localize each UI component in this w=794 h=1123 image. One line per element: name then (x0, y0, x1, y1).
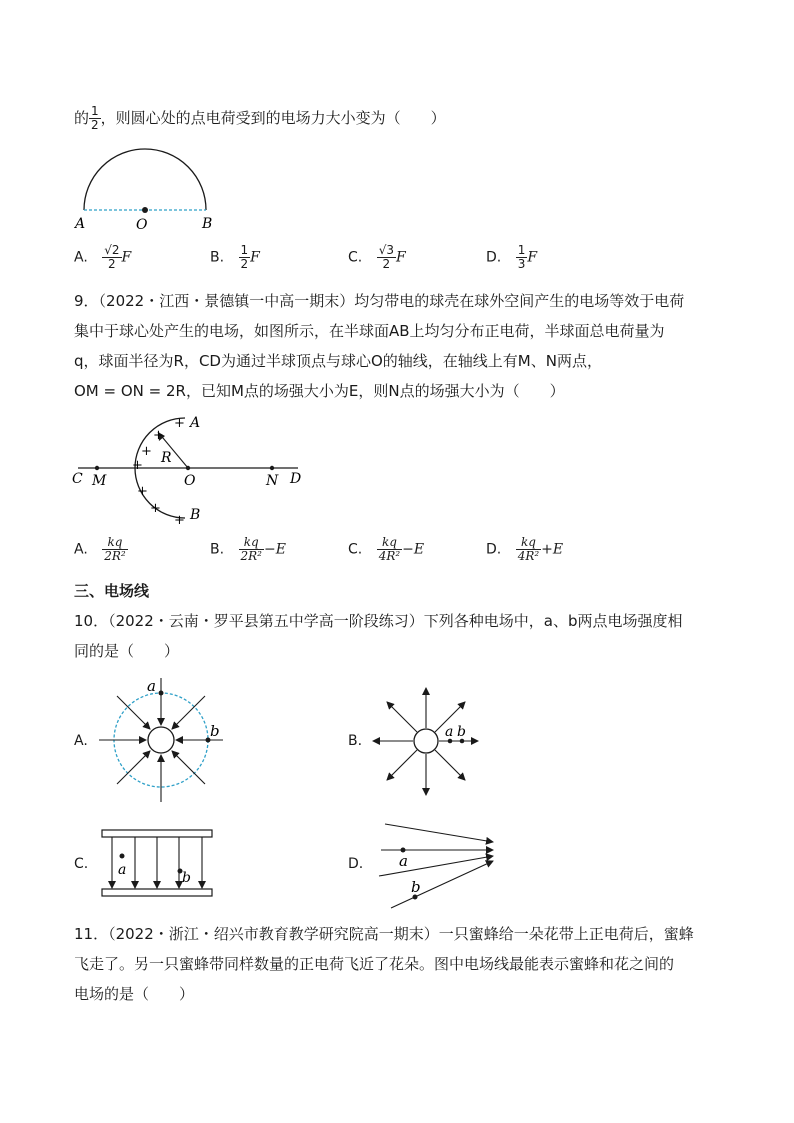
q8-option-b-num: 1 (240, 243, 249, 257)
q8-semicircle-arc (84, 149, 206, 210)
q9-option-d-num: kq (516, 536, 541, 550)
q8-stem-fraction (89, 105, 101, 132)
q8-stem-prefix: 的 (74, 109, 90, 127)
q10d-line-1 (385, 824, 493, 842)
q9-option-b-den: 2R² (240, 549, 262, 563)
q8-option-c-letter: C. (348, 249, 363, 266)
q10c-bottom-plate (102, 889, 212, 896)
q10d-line-3 (379, 856, 493, 876)
q9-point-o (186, 466, 190, 470)
q8-option-c-tail: F (395, 249, 406, 266)
q10-option-a-figure[interactable] (95, 672, 230, 807)
q8-option-d[interactable] (486, 244, 537, 271)
q9-option-b-letter: B. (210, 541, 225, 558)
q10-option-b-figure[interactable] (370, 685, 485, 800)
q10a-label-b: b (210, 722, 220, 740)
q9-stem-line-2: 集中于球心处产生的电场，如图所示，在半球面AB上均匀分布正电荷，半球面总电荷量为 (74, 322, 665, 340)
q10-option-a-label[interactable]: A. (74, 733, 88, 749)
q8-stem-frac-num: 1 (91, 104, 99, 118)
q10a-line-se (172, 751, 205, 784)
q10-option-c-figure[interactable] (98, 826, 218, 902)
q10c-top-plate (102, 830, 212, 837)
q10d-label-a: a (399, 852, 408, 870)
q9-option-d-den: 4R² (517, 549, 540, 563)
q9-stem-line-3: q，球面半径为R，CD为通过半球顶点与球心O的轴线，在轴线上有M、N两点， (74, 352, 602, 370)
q9-point-m (95, 466, 99, 470)
q10-option-d-label[interactable]: D. (348, 856, 364, 872)
q8-option-c[interactable] (348, 244, 406, 271)
q9-label-m: M (92, 473, 107, 489)
q10-stem-line-1: 10．（2022・云南・罗平县第五中学高一阶段练习）下列各种电场中，a、b两点电场强度相 (74, 612, 683, 630)
q8-option-d-letter: D. (486, 249, 502, 266)
q10b-label-a: a (445, 724, 454, 740)
q9-hemisphere-figure (70, 405, 320, 530)
q8-label-b: B (202, 216, 213, 232)
q9-option-c-letter: C. (348, 541, 363, 558)
q9-label-n: N (266, 473, 279, 489)
q9-option-d-letter: D. (486, 541, 502, 558)
q10c-label-b: b (182, 870, 191, 886)
q10c-label-a: a (118, 862, 127, 878)
q8-option-b-tail: F (250, 249, 260, 266)
q9-label-a: A (190, 415, 201, 431)
q9-plus-2: + (153, 428, 164, 443)
q9-label-c: C (72, 471, 83, 487)
q9-plus-6: + (150, 501, 161, 516)
q9-label-d: D (290, 471, 302, 487)
q10a-center-charge (148, 727, 174, 753)
q8-option-c-num: √3 (378, 243, 394, 257)
q9-option-a[interactable] (74, 536, 128, 563)
q8-label-o: O (136, 217, 148, 233)
q8-option-d-tail: F (527, 249, 538, 266)
q8-option-d-den: 3 (517, 257, 526, 271)
q8-option-a[interactable] (74, 244, 131, 271)
q9-option-c-den: 4R² (378, 549, 401, 563)
q9-option-d-tail: +E (541, 541, 564, 558)
q8-stem-frac-den: 2 (91, 118, 99, 132)
q9-label-r: R (161, 450, 172, 466)
q9-point-n (270, 466, 274, 470)
q9-option-d-fraction (516, 536, 541, 563)
q10-stem-line-2: 同的是（ ） (74, 642, 180, 660)
q10b-label-b: b (457, 724, 466, 740)
q9-stem-line-1: 9．（2022・江西・景德镇一中高一期末）均匀带电的球壳在球外空间产生的电场等效于电荷 (74, 292, 685, 310)
q8-option-a-num: √2 (104, 243, 120, 257)
q10-option-b-label[interactable]: B. (348, 733, 363, 749)
q9-option-b-fraction (239, 536, 264, 563)
q8-semicircle-figure (70, 140, 230, 235)
q8-option-b[interactable] (210, 244, 260, 271)
q9-option-c-num: kq (377, 536, 402, 550)
q9-option-a-letter: A. (74, 541, 88, 558)
q10a-line-ne (172, 696, 205, 729)
q10a-label-a: a (147, 677, 156, 695)
q8-option-a-fraction (102, 244, 121, 271)
q9-option-c-tail: −E (402, 541, 425, 558)
q9-option-a-fraction (102, 536, 127, 563)
q9-plus-5: + (137, 484, 148, 499)
q11-stem-line-2: 飞走了。另一只蜜蜂带同样数量的正电荷飞近了花朵。图中电场线最能表示蜜蜂和花之间的 (74, 955, 675, 973)
q10c-point-a (120, 854, 125, 859)
q8-center-charge (142, 207, 148, 213)
q8-option-d-num: 1 (517, 243, 526, 257)
q9-option-b-tail: −E (264, 541, 286, 558)
q10a-point-a (159, 691, 164, 696)
q10b-center-charge (414, 729, 438, 753)
q8-option-d-fraction (516, 244, 528, 271)
q8-stem-suffix: ，则圆心处的点电荷受到的电场力大小变为（ ） (100, 109, 446, 127)
q10b-line-nw (387, 702, 417, 732)
q11-stem-line-3: 电场的是（ ） (74, 985, 195, 1003)
q10-option-c-label[interactable]: C. (74, 856, 89, 872)
q9-option-b-num: kq (239, 536, 264, 550)
q9-option-b[interactable] (210, 536, 286, 563)
q9-label-o: O (184, 473, 196, 489)
q10-option-d-figure[interactable] (375, 818, 500, 913)
q10a-line-sw (117, 751, 150, 784)
q9-plus-3: + (141, 444, 152, 459)
q8-option-b-fraction (239, 244, 251, 271)
q9-option-c-fraction (377, 536, 402, 563)
q9-stem-line-4: OM = ON = 2R，已知M点的场强大小为E，则N点的场强大小为（ ） (74, 382, 565, 400)
q10a-line-nw (117, 696, 150, 729)
q10d-label-b: b (411, 878, 421, 896)
q8-option-a-den: 2 (108, 257, 116, 271)
q8-stem (74, 105, 446, 132)
q8-option-a-tail: F (121, 249, 132, 266)
q9-option-d[interactable] (486, 536, 563, 563)
q8-option-b-letter: B. (210, 249, 225, 266)
q8-label-a: A (75, 216, 86, 232)
q9-option-a-num: kq (102, 536, 127, 550)
q8-option-a-letter: A. (74, 249, 88, 266)
q9-plus-1: + (174, 416, 185, 431)
section-title-field-lines: 三、电场线 (74, 582, 150, 600)
q10b-line-se (435, 750, 465, 780)
q9-plus-7: + (174, 513, 185, 528)
q11-stem-line-1: 11．（2022・浙江・绍兴市教育教学研究院高一期末）一只蜜蜂给一朵花带上正电荷后，蜜蜂 (74, 925, 694, 943)
q8-option-c-fraction (377, 244, 396, 271)
q9-label-b: B (190, 507, 201, 523)
q8-option-b-den: 2 (240, 257, 249, 271)
q8-option-c-den: 2 (382, 257, 391, 271)
q9-plus-4: + (132, 458, 143, 473)
q9-option-c[interactable] (348, 536, 424, 563)
q10b-line-sw (387, 750, 417, 780)
q9-option-a-den: 2R² (104, 549, 126, 563)
